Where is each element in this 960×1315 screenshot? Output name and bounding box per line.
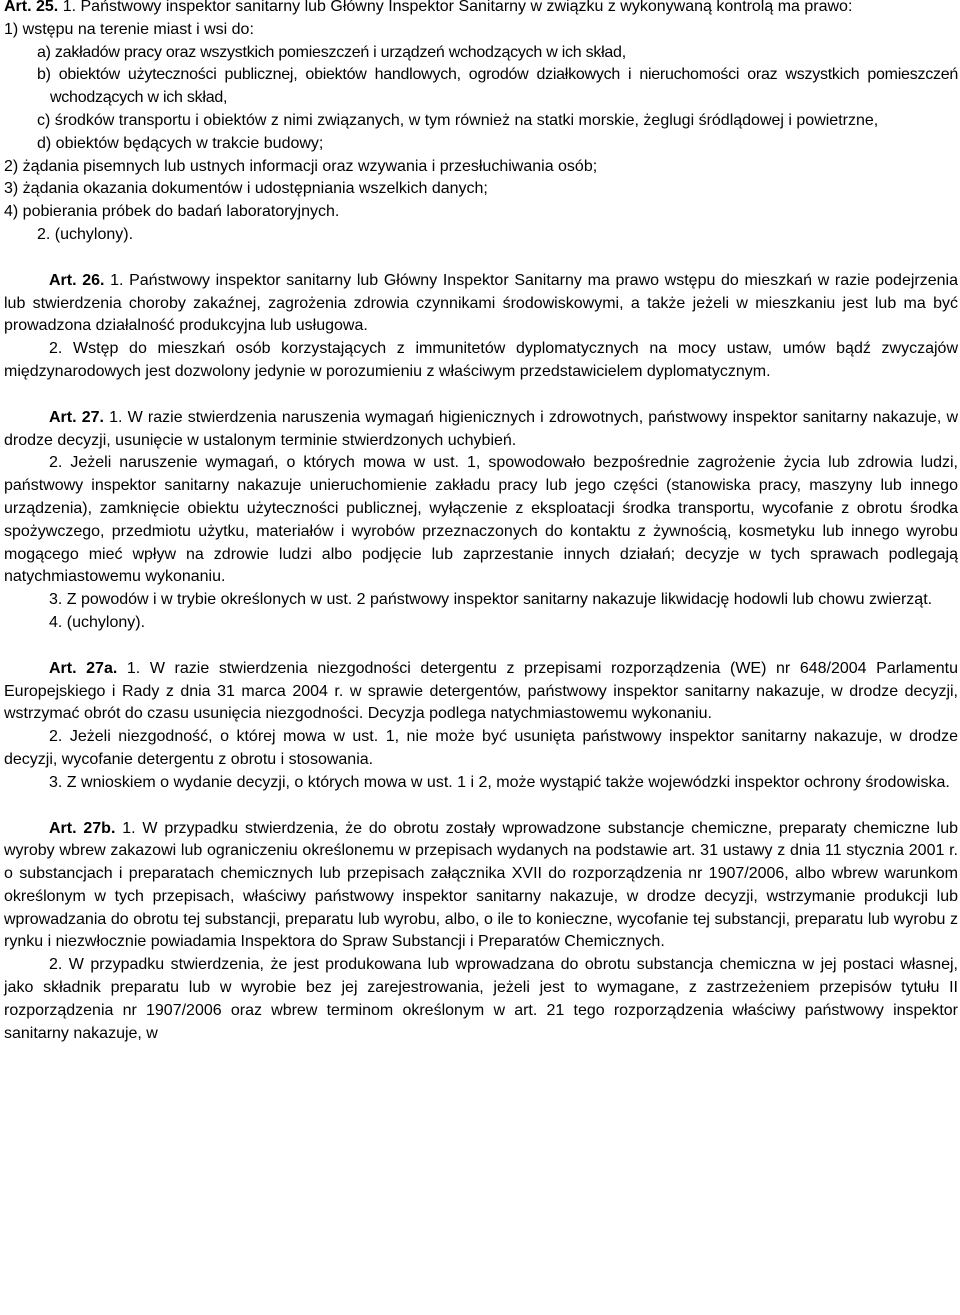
art27-ust1-text: 1. W razie stwierdzenia naruszenia wymagań higienicznych i zdrowotnych, państwowy inspektor sanitarny nakazuje, w drodze decyzji, usunięcie w ustalonym terminie stwierdzonych uchybień. (4, 408, 958, 449)
paragraph-spacer (4, 795, 958, 818)
document-page (4, 0, 958, 1045)
art25-heading: Art. 25. (4, 0, 59, 15)
art26-ust2: 2. Wstęp do mieszkań osób korzystających z immunitetów dyplomatycznych na mocy ustaw, umów bądź zwyczajów międzynarodowych jest dozwolony jedynie w porozumieniu z właściwym przedstawicielem dyplomatycznym. (4, 340, 958, 380)
art26-ust1 (4, 270, 958, 338)
art25-point3: 3) żądania okazania dokumentów i udostępniania wszelkich danych; (4, 180, 488, 198)
art25-intro (4, 0, 958, 19)
art27-ust2: 2. Jeżeli naruszenie wymagań, o których mowa w ust. 1, spowodowało bezpośrednie zagrożenie życia lub zdrowia ludzi, państwowy inspektor sanitarny nakazuje unieruchomienie zakładu pracy lub jego części (stanowiska pracy, maszyny lub innego urządzenia), zamknięcie obiektu użyteczności publicznej, wyłączenie z eksploatacji środka transportu, wycofanie z obrotu środka spożywczego, przedmiotu użytku, materiałów i wyrobów przeznaczonych do kontaktu z żywnością, kosmetyku lub innego wyrobu mogącego mieć wpływ na zdrowie ludzi albo podjęcie lub zaprzestanie innych działań; decyzje w tych sprawach podlegają natychmiastowemu wykonaniu. (4, 454, 958, 586)
art27b-ust1 (4, 818, 958, 955)
art27-ust1 (4, 407, 958, 453)
art27a-ust1-text: 1. W razie stwierdzenia niezgodności detergentu z przepisami rozporządzenia (WE) nr 648/2004 Parlamentu Europejskiego i Rady z dnia 31 marca 2004 r. w sprawie detergentów, państwowy inspektor sanitarny nakazuje, w drodze decyzji, wstrzymać obrót do czasu usunięcia niezgodności. Decyzja podlega natychmiastowemu wykonaniu. (4, 659, 959, 723)
art25-point4: 4) pobierania próbek do badań laboratoryjnych. (4, 203, 340, 221)
art27a-ust2: 2. Jeżeli niezgodność, o której mowa w ust. 1, nie może być usunięta państwowy inspektor sanitarny nakazuje, w drodze decyzji, wycofanie detergentu z obrotu i stosowania. (4, 728, 958, 768)
art27a-ust3: 3. Z wnioskiem o wydanie decyzji, o których mowa w ust. 1 i 2, może wystąpić także wojewódzki inspektor ochrony środowiska. (49, 773, 950, 791)
art25-ust1-text: 1. Państwowy inspektor sanitarny lub Główny Inspektor Sanitarny w związku z wykonywaną kontrolą ma prawo: (62, 0, 853, 15)
art27b-heading: Art. 27b. (49, 819, 116, 837)
paragraph-spacer (4, 635, 958, 658)
art27b-ust2: 2. W przypadku stwierdzenia, że jest produkowana lub wprowadzana do obrotu substancja chemiczna w jej postaci własnej, jako składnik preparatu lub w wyrobie bez jej zarejestrowania, jeżeli jest to wymagane, z zastrzeżeniem przepisów tytułu II rozporządzenia nr 1907/2006 oraz wbrew terminom określonym w art. 21 tego rozporządzenia właściwy państwowy inspektor sanitarny nakazuje, w (4, 956, 958, 1042)
art26-ust1-text: 1. Państwowy inspektor sanitarny lub Główny Inspektor Sanitarny ma prawo wstępu do mieszkań w razie podejrzenia lub stwierdzenia choroby zakaźnej, zagrożenia zdrowia czynnikami środowiskowymi, a także jeżeli w mieszkaniu jest lub ma być prowadzona działalność produkcyjna lub usługowa. (4, 271, 958, 335)
art27b-ust1-text: 1. W przypadku stwierdzenia, że do obrotu zostały wprowadzone substancje chemiczne, preparaty chemiczne lub wyroby wbrew zakazowi lub ograniczeniu określonemu w przepisach wydanych na podstawie art. 31 ustawy z dnia 11 stycznia 2001 r. o substancjach i preparatach chemicznych lub przepisach załącznika XVII do rozporządzenia nr 1907/2006, albo wbrew warunkom określonym w tych przepisach, właściwy państwowy inspektor sanitarny nakazuje, w drodze decyzji, wstrzymanie produkcji lub wprowadzania do obrotu tej substancji, preparatu lub wyrobu, albo, o ile to konieczne, wycofanie tej substancji, preparatu lub wyrobu z rynku i niezwłocznie powiadamia Inspektora do Spraw Substancji i Preparatów Chemicznych. (4, 819, 959, 951)
art25-point1-c: c) środków transportu i obiektów z nimi związanych, w tym również na statki morskie, żeglugi śródlądowej i powietrzne, (37, 111, 879, 129)
art27a-heading: Art. 27a. (49, 659, 118, 677)
art25-ust2: 2. (uchylony). (37, 225, 134, 243)
paragraph-spacer (4, 384, 958, 407)
art27-heading: Art. 27. (49, 408, 104, 426)
art27-ust3: 3. Z powodów i w trybie określonych w ust. 2 państwowy inspektor sanitarny nakazuje likwidację hodowli lub chowu zwierząt. (49, 591, 933, 609)
art25-point1-d: d) obiektów będących w trakcie budowy; (37, 134, 324, 152)
art25-point2: 2) żądania pisemnych lub ustnych informacji oraz wzywania i przesłuchiwania osób; (4, 157, 598, 175)
art26-heading: Art. 26. (49, 271, 105, 289)
art25-point1: 1) wstępu na terenie miast i wsi do: (4, 20, 254, 38)
paragraph-spacer (4, 247, 958, 270)
art25-point1-a: a) zakładów pracy oraz wszystkich pomieszczeń i urządzeń wchodzących w ich skład, (37, 43, 626, 61)
art27a-ust1 (4, 658, 958, 726)
art25-point1-b: b) obiektów użyteczności publicznej, obiektów handlowych, ogrodów działkowych i nieruchomości oraz wszystkich pomieszczeń wchodzących w ich skład, (37, 66, 958, 107)
art27-ust4: 4. (uchylony). (49, 613, 146, 631)
